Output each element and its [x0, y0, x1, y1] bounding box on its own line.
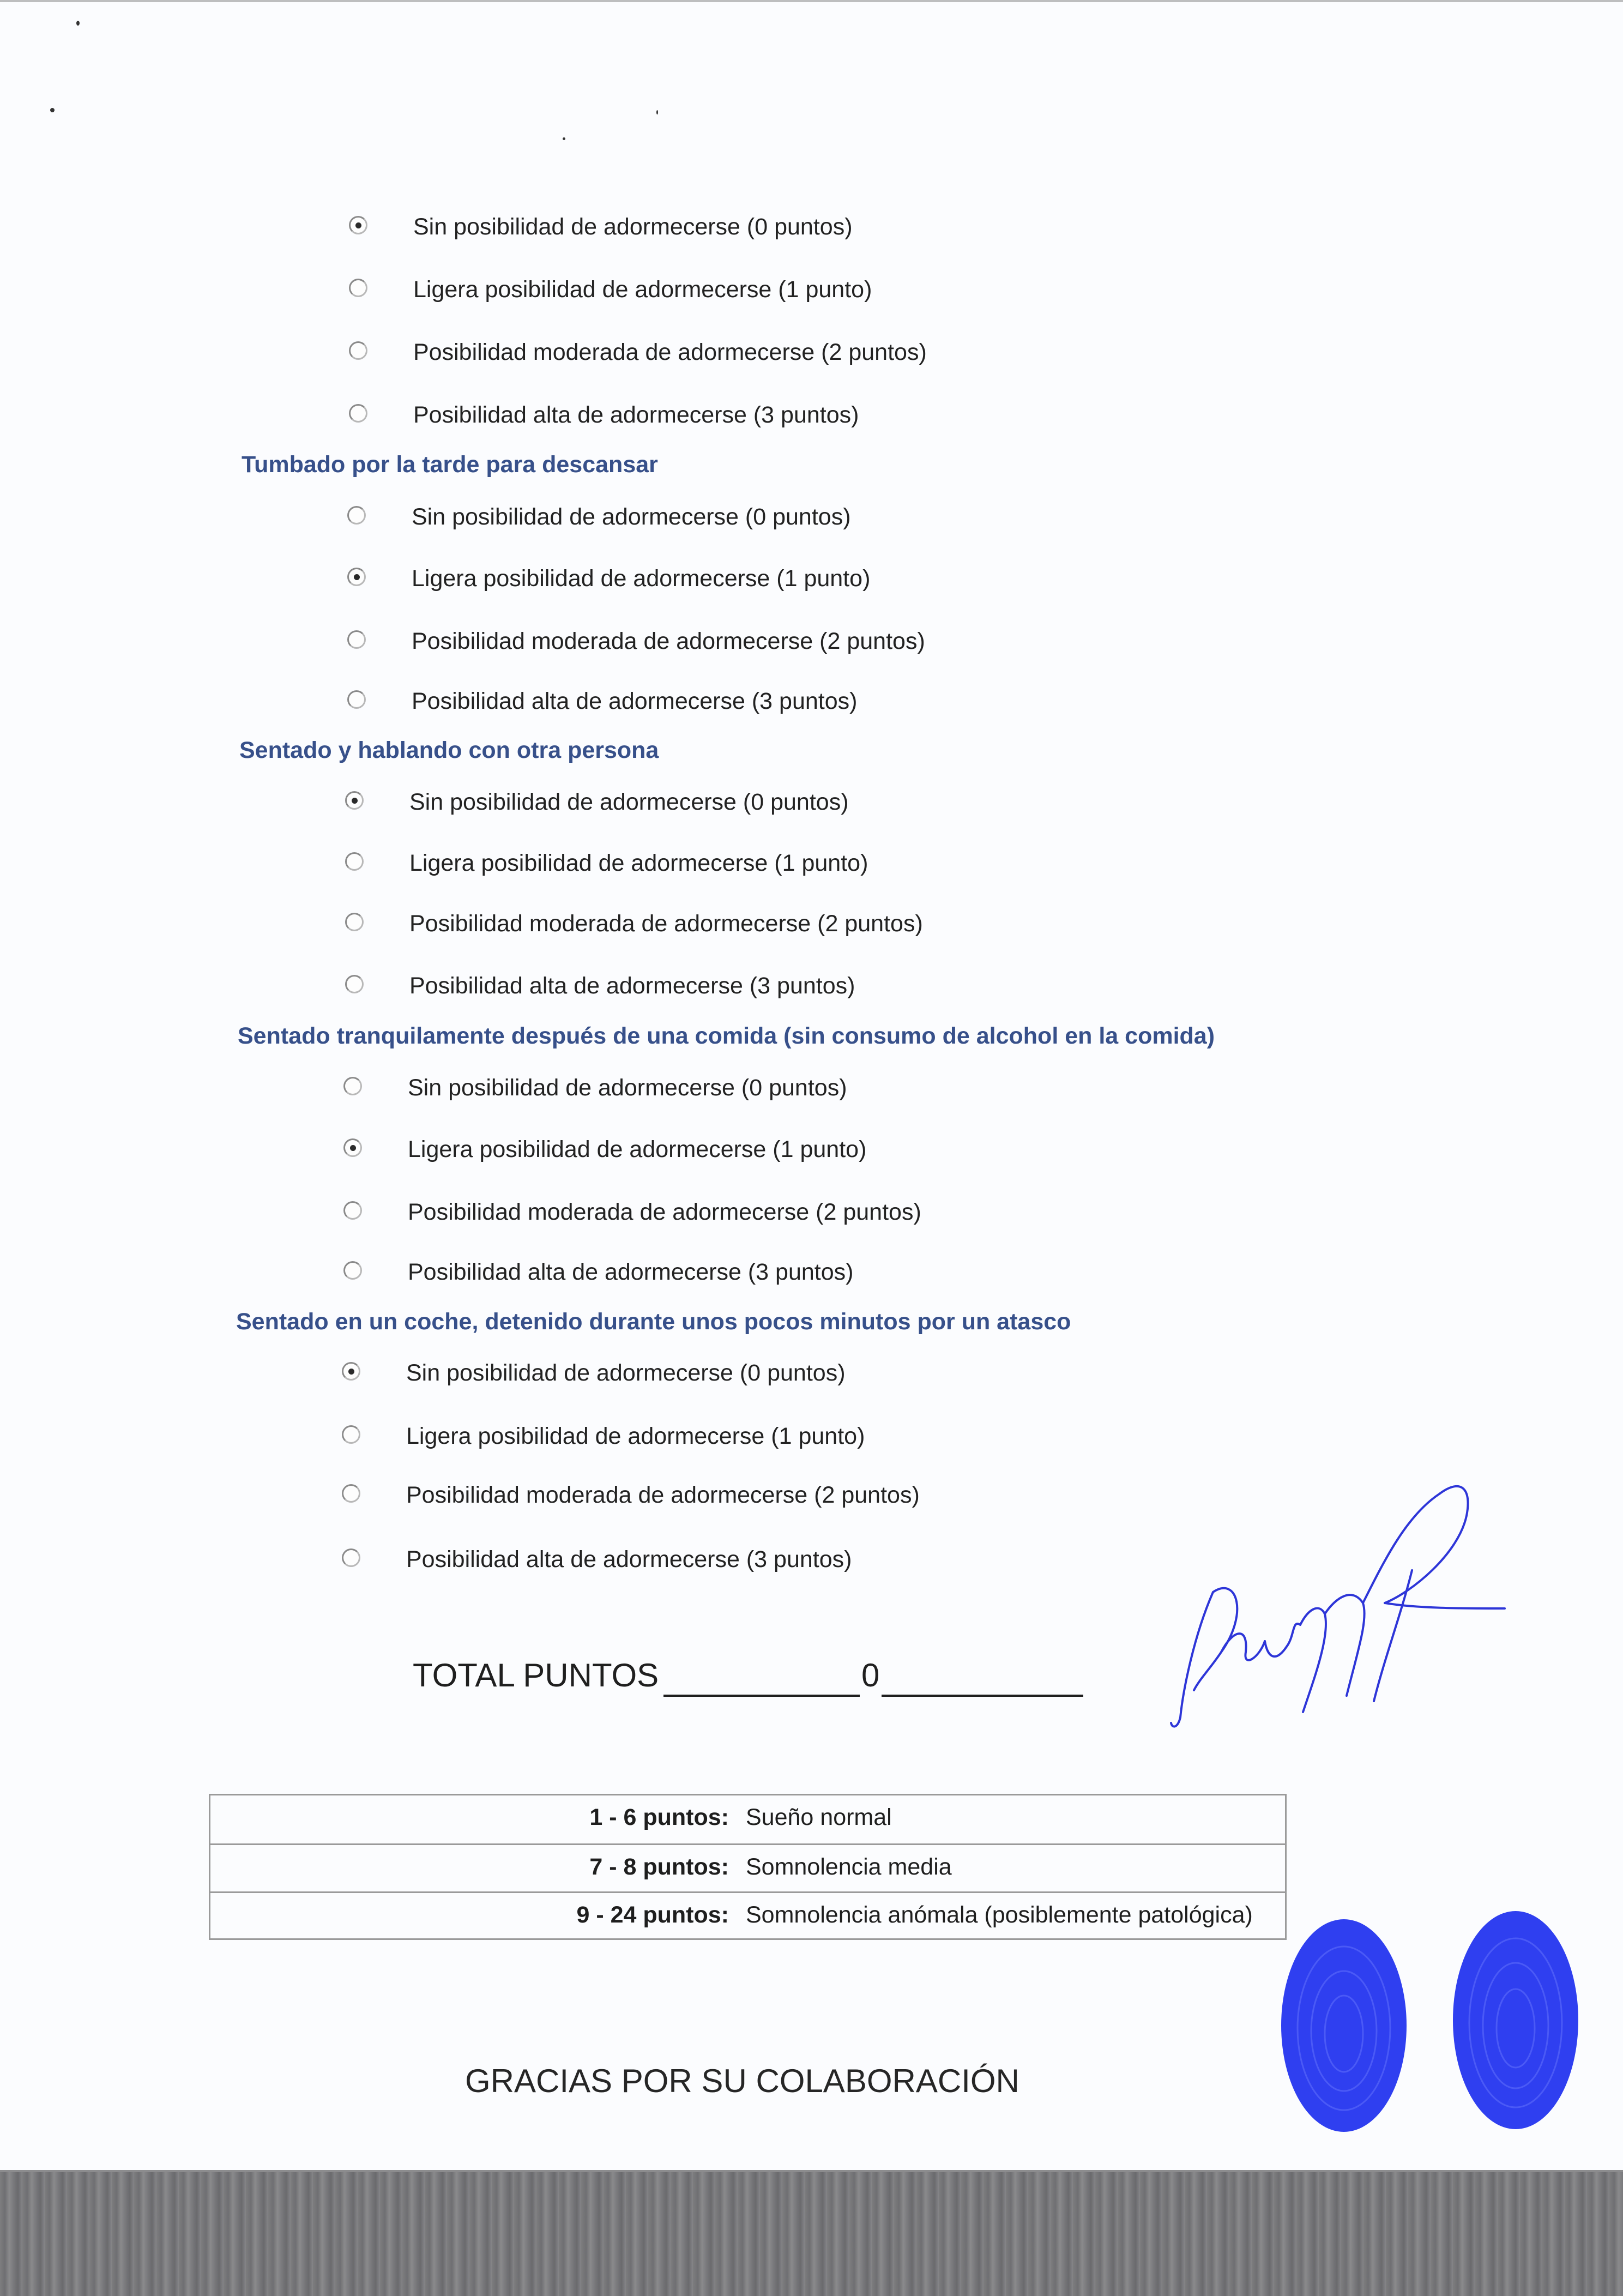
option-label: Posibilidad alta de adormecerse (3 puntos)	[408, 1259, 854, 1285]
question-heading: Sentado y hablando con otra persona	[239, 737, 659, 763]
total-points-row	[413, 1656, 1083, 1706]
question-heading: Sentado en un coche, detenido durante unos pocos minutos por un atasco	[236, 1309, 1071, 1335]
option-label: Posibilidad moderada de adormecerse (2 puntos)	[406, 1482, 920, 1508]
radio-button[interactable]	[349, 341, 367, 360]
total-points-value: 0	[861, 1657, 880, 1694]
radio-button[interactable]	[342, 1548, 360, 1567]
score-scale-table	[209, 1794, 1287, 1940]
question-heading: Tumbado por la tarde para descansar	[242, 451, 658, 478]
option-label: Posibilidad alta de adormecerse (3 puntos)	[406, 1546, 852, 1572]
radio-button[interactable]	[347, 568, 366, 586]
option-label: Posibilidad moderada de adormecerse (2 puntos)	[409, 911, 923, 937]
table-row	[210, 1795, 1285, 1843]
option-label: Sin posibilidad de adormecerse (0 puntos)	[413, 214, 853, 240]
radio-button[interactable]	[342, 1425, 360, 1444]
scan-speck	[76, 21, 80, 26]
handwritten-signature	[1156, 1472, 1527, 1734]
fingerprint-right	[1445, 1903, 1586, 2137]
radio-button[interactable]	[343, 1261, 362, 1280]
table-row	[210, 1891, 1285, 1939]
radio-button[interactable]	[347, 690, 366, 709]
radio-button[interactable]	[343, 1138, 362, 1157]
radio-button[interactable]	[343, 1201, 362, 1220]
score-description: Somnolencia anómala (posiblemente patológica)	[746, 1902, 1253, 1928]
radio-button[interactable]	[345, 791, 364, 810]
option-label: Posibilidad moderada de adormecerse (2 puntos)	[412, 628, 925, 654]
fingerprint-left	[1276, 1911, 1417, 2140]
option-label: Sin posibilidad de adormecerse (0 puntos)	[412, 504, 851, 530]
radio-button[interactable]	[349, 404, 367, 423]
scan-speck	[50, 108, 55, 112]
radio-button[interactable]	[347, 630, 366, 649]
option-label: Posibilidad moderada de adormecerse (2 puntos)	[408, 1199, 921, 1225]
radio-button[interactable]	[347, 506, 366, 525]
option-label: Sin posibilidad de adormecerse (0 puntos)	[406, 1360, 846, 1386]
closing-message: GRACIAS POR SU COLABORACIÓN	[465, 2063, 1019, 2099]
radio-button[interactable]	[349, 279, 367, 297]
option-label: Ligera posibilidad de adormecerse (1 punto)	[406, 1423, 865, 1449]
radio-button[interactable]	[342, 1484, 360, 1503]
option-label: Ligera posibilidad de adormecerse (1 punto)	[408, 1136, 867, 1162]
radio-button[interactable]	[349, 216, 367, 234]
total-underline-right	[882, 1695, 1083, 1697]
radio-button[interactable]	[342, 1362, 360, 1381]
scan-speck	[563, 137, 565, 140]
score-range: 1 - 6 puntos:	[589, 1804, 729, 1830]
page-top-edge	[0, 0, 1623, 2]
total-points-label: TOTAL PUNTOS	[413, 1657, 659, 1694]
option-label: Posibilidad moderada de adormecerse (2 puntos)	[413, 339, 927, 365]
score-description: Somnolencia media	[746, 1854, 952, 1880]
radio-button[interactable]	[343, 1077, 362, 1095]
score-range: 7 - 8 puntos:	[589, 1854, 729, 1880]
score-description: Sueño normal	[746, 1804, 892, 1830]
scanner-background	[0, 2172, 1623, 2296]
table-row	[210, 1843, 1285, 1891]
total-underline-left	[663, 1695, 860, 1697]
option-label: Sin posibilidad de adormecerse (0 puntos)	[408, 1075, 847, 1101]
option-label: Posibilidad alta de adormecerse (3 puntos)	[409, 973, 855, 999]
option-label: Ligera posibilidad de adormecerse (1 punto)	[409, 850, 868, 876]
option-label: Sin posibilidad de adormecerse (0 puntos)	[409, 789, 849, 815]
option-label: Ligera posibilidad de adormecerse (1 punto)	[412, 565, 871, 592]
option-label: Posibilidad alta de adormecerse (3 puntos)	[413, 402, 859, 428]
option-label: Ligera posibilidad de adormecerse (1 punto)	[413, 276, 872, 303]
option-label: Posibilidad alta de adormecerse (3 puntos)	[412, 688, 858, 714]
radio-button[interactable]	[345, 913, 364, 931]
question-heading: Sentado tranquilamente después de una comida (sin consumo de alcohol en la comida)	[238, 1023, 1215, 1049]
radio-button[interactable]	[345, 975, 364, 993]
score-range: 9 - 24 puntos:	[576, 1902, 729, 1928]
scan-speck	[656, 110, 658, 115]
radio-button[interactable]	[345, 852, 364, 871]
